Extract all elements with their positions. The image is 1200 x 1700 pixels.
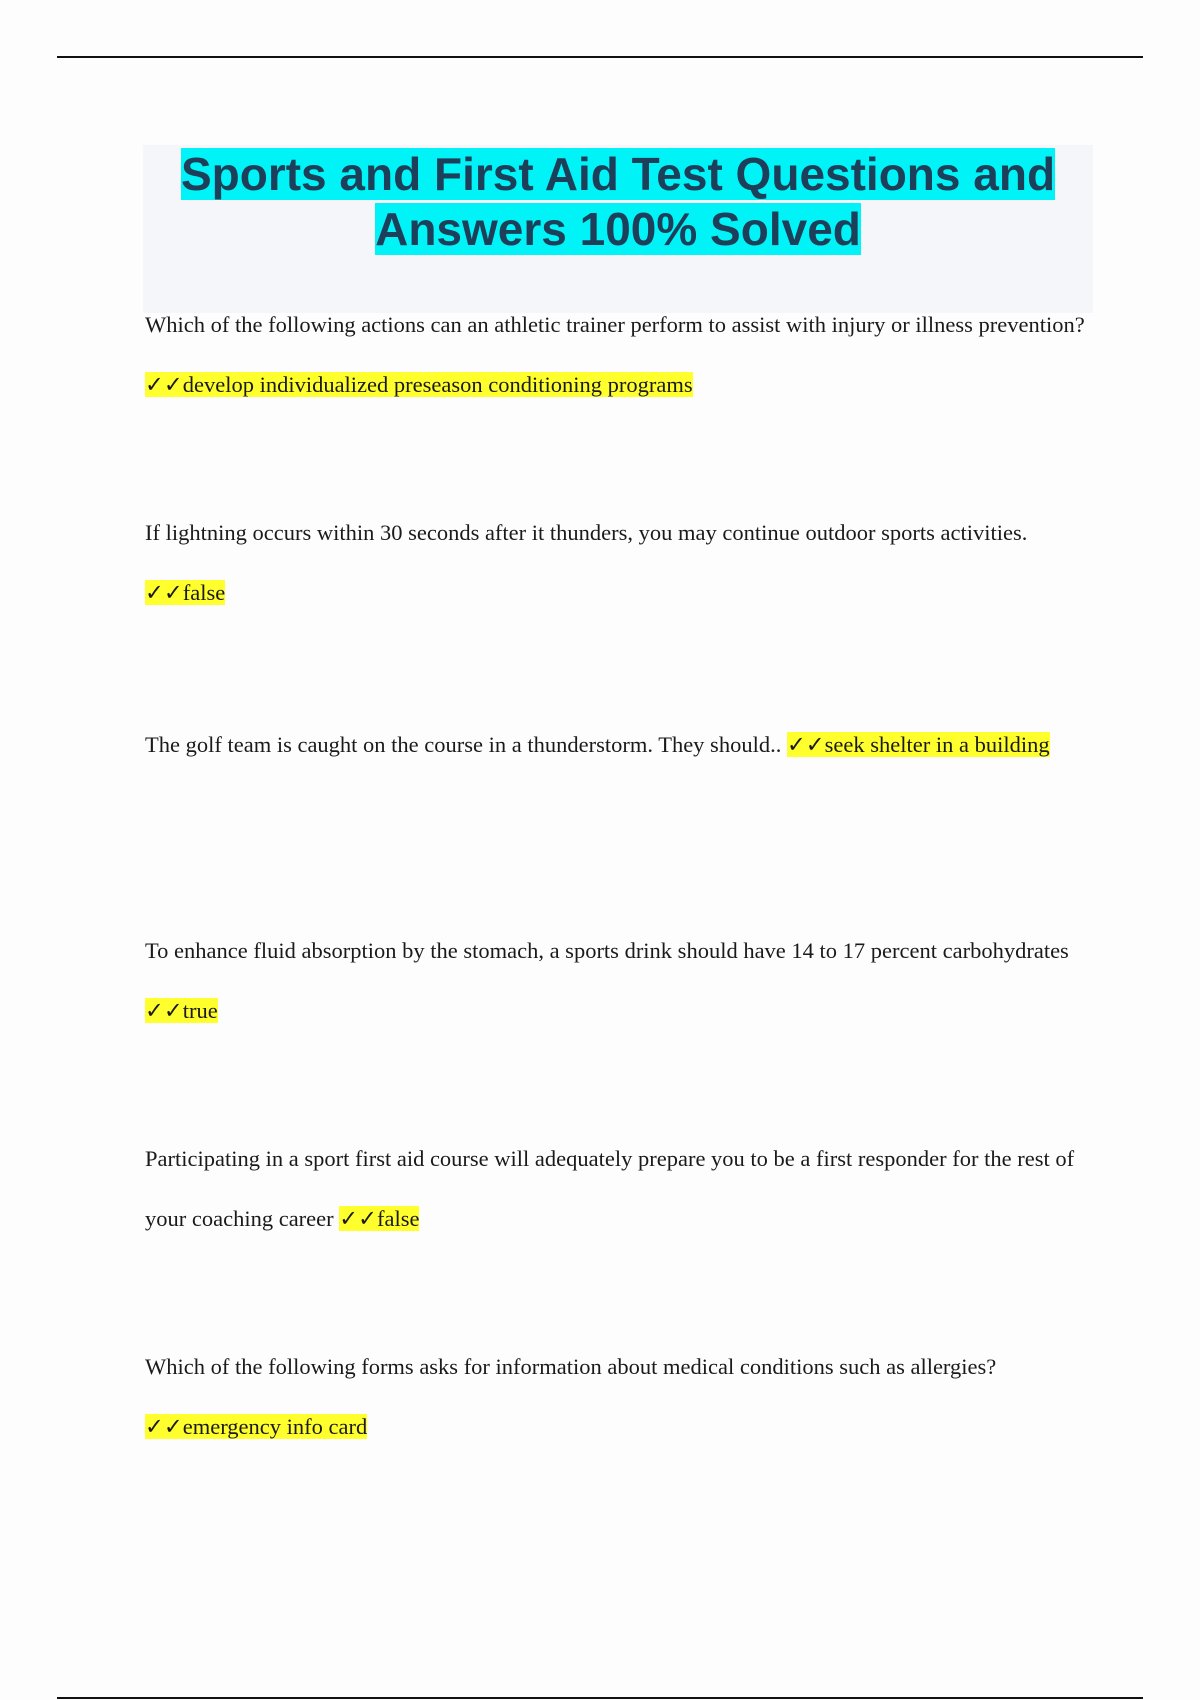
- question-text: Which of the following actions can an athletic trainer perform to assist with injury or illness prevention?: [145, 312, 1085, 337]
- answer-highlight: [145, 1414, 367, 1439]
- page-title: [143, 145, 1093, 257]
- answer-highlight: [787, 732, 1050, 757]
- answer-check-icon: ✓✓: [145, 580, 183, 605]
- answer-check-icon: ✓✓: [145, 1414, 183, 1439]
- answer-text: emergency info card: [182, 1414, 368, 1439]
- answer-highlight: [145, 998, 218, 1023]
- answer-text: seek shelter in a building: [824, 732, 1050, 757]
- answer-text: false: [376, 1206, 420, 1231]
- header-rule: [57, 56, 1143, 58]
- qa-item: [145, 503, 1090, 623]
- answer-text: develop individualized preseason conditioning programs: [182, 372, 693, 397]
- page-title-text: Sports and First Aid Test Questions and Answers 100% Solved: [180, 148, 1056, 255]
- qa-item: [145, 921, 1090, 1041]
- answer-text: false: [182, 580, 226, 605]
- qa-item: [145, 1337, 1090, 1457]
- question-text: If lightning occurs within 30 seconds after it thunders, you may continue outdoor sports activities.: [145, 520, 1028, 545]
- answer-text: true: [182, 998, 218, 1023]
- qa-item: [145, 715, 1090, 775]
- footer-rule: [57, 1697, 1143, 1699]
- question-text: The golf team is caught on the course in a thunderstorm. They should..: [145, 732, 782, 757]
- answer-highlight: [145, 580, 225, 605]
- question-text: Which of the following forms asks for information about medical conditions such as allergies?: [145, 1354, 997, 1379]
- answer-check-icon: ✓✓: [145, 998, 183, 1023]
- qa-item: [145, 295, 1090, 415]
- answer-highlight: [145, 372, 693, 397]
- answer-check-icon: ✓✓: [786, 732, 825, 757]
- qa-item: [145, 1129, 1090, 1249]
- title-block: [143, 145, 1093, 313]
- question-text: To enhance fluid absorption by the stomach, a sports drink should have 14 to 17 percent carbohydrates: [145, 938, 1069, 963]
- answer-check-icon: ✓✓: [339, 1206, 377, 1231]
- answer-highlight: [339, 1206, 419, 1231]
- question-text: Participating in a sport first aid course will adequately prepare you to be a first responder for the rest of your coaching career: [145, 1146, 1075, 1231]
- answer-check-icon: ✓✓: [145, 372, 183, 397]
